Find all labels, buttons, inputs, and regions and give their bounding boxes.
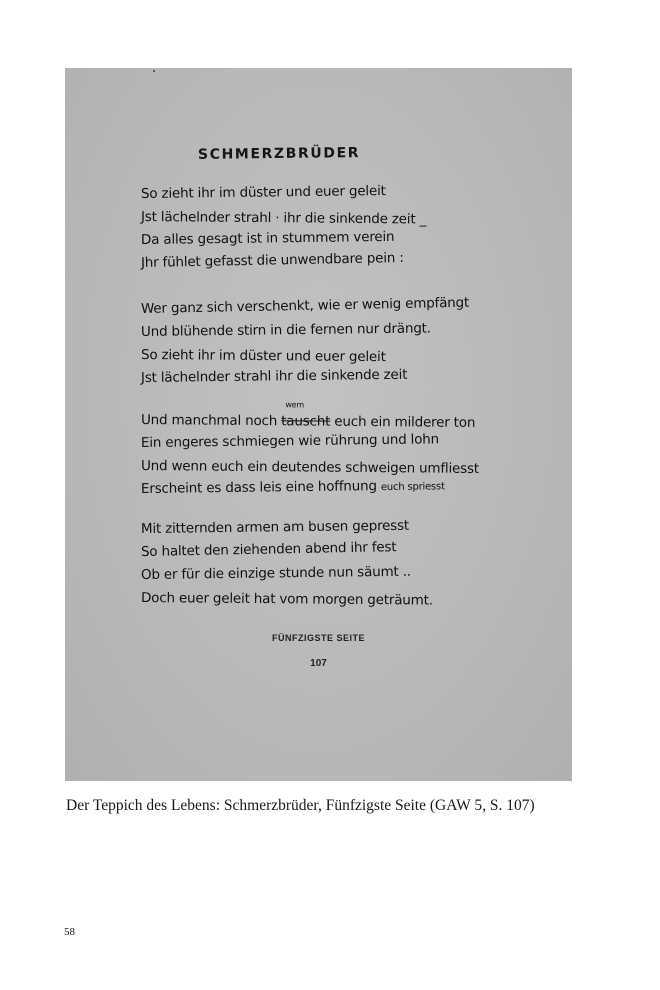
stanza-4-line-1: Mit zitternden armen am busen gepresst: [140, 517, 410, 537]
plate-page-number: 107: [310, 658, 327, 669]
stanza-1-line-2: Jst lächelnder strahl · ihr die sinkende zeit _: [140, 209, 427, 228]
stanza-3-line-4-main: Erscheint es dass leis eine hoffnung: [140, 478, 381, 497]
stanza-1: [141, 183, 561, 275]
manuscript-plate-image: [65, 68, 572, 781]
stanza-3-line-2: Ein engeres schmiegen wie rührung und lohn: [140, 431, 440, 451]
stanza-3-line-3: Und wenn euch ein deutendes schweigen umfliesst: [140, 458, 479, 477]
figure-caption: Der Teppich des Lebens: Schmerzbrüder, Fünfzigste Seite (GAW 5, S. 107): [66, 797, 535, 814]
stanza-2-line-4: Jst lächelnder strahl ihr die sinkende zeit: [140, 366, 408, 386]
plate-speck: [153, 70, 155, 72]
plate-page-caption: FÜNFZIGSTE SEITE: [271, 633, 365, 643]
stanza-3: [140, 400, 561, 501]
stanza-2-line-1: Wer ganz sich verschenkt, wie er wenig empfängt: [140, 294, 470, 317]
stanza-4: [141, 518, 561, 610]
poem-title: SCHMERZBRÜDER: [197, 145, 361, 163]
stanza-4-line-2: So haltet den ziehenden abend ihr fest: [140, 539, 397, 560]
stanza-3-line-4-small: euch spriesst: [380, 481, 445, 494]
stanza-1-line-4: Jhr fühlet gefasst die unwendbare pein :: [140, 249, 404, 271]
stanza-2-line-3: So zieht ihr im düster und euer geleit: [140, 347, 386, 366]
stanza-3-line-4: [141, 473, 561, 501]
stanza-2: [140, 294, 561, 390]
inserted-word: wem: [285, 400, 305, 410]
stanza-1-line-3: Da alles gesagt ist in stummem verein: [140, 228, 395, 248]
stanza-1-line-1: So zieht ihr im düster und euer geleit: [140, 183, 386, 202]
stanza-2-line-2: Und blühende stirn in die fernen nur drängt.: [140, 320, 431, 340]
stanza-4-line-4: Doch euer geleit hat vom morgen geträumt.: [140, 590, 433, 609]
struck-word: tauscht: [281, 413, 331, 430]
stanza-3-line-1-end: euch ein milderer ton: [330, 413, 476, 431]
stanza-4-line-3: Ob er für die einzige stunde nun säumt ..: [140, 563, 411, 583]
stanza-3-line-1-start: Und manchmal noch: [140, 412, 282, 430]
page-number: 58: [64, 926, 75, 938]
